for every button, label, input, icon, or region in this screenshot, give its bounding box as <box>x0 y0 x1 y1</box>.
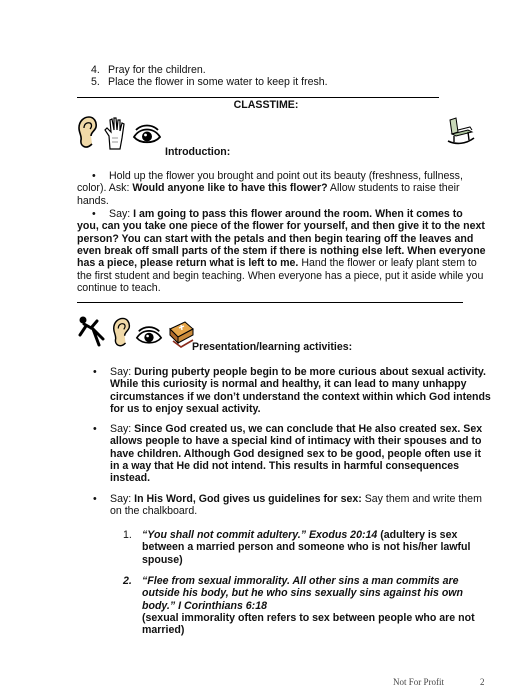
text-run: married) <box>142 624 185 637</box>
text-run: “You shall not commit adultery.” Exodus 20:14 <box>142 529 378 541</box>
text-run: the first student and begin teaching. When everyone has a piece, put it aside while you <box>77 269 484 282</box>
eye-icon <box>135 325 163 347</box>
bullet-dot: • <box>93 366 97 378</box>
text-line <box>77 257 477 270</box>
text-line <box>110 366 486 379</box>
stretching-person-icon <box>77 315 107 349</box>
text-line <box>110 423 482 436</box>
text-run: circumstances if we don’t understand the context within which God intends <box>110 390 491 403</box>
text-line <box>142 554 183 567</box>
text-run: have children. Although God designed sex to be good, people often use it <box>110 447 482 460</box>
hand-icon <box>103 116 127 150</box>
introduction-icons <box>76 116 162 156</box>
list-number: 4. <box>91 64 100 76</box>
text-line <box>110 448 481 461</box>
classtime-heading: CLASSTIME: <box>233 99 299 111</box>
text-run: Say: <box>110 493 135 505</box>
text-line <box>110 378 467 391</box>
text-line <box>110 460 459 473</box>
text-line <box>110 435 481 448</box>
text-line <box>110 403 261 416</box>
eye-icon <box>132 124 162 146</box>
text-run: Say: <box>110 423 135 435</box>
classtime-rule <box>77 97 439 98</box>
page-number: 2 <box>480 677 485 687</box>
text-run: During puberty people begin to be more curious about sexual activity. <box>134 366 486 378</box>
text-run: Allow students to raise their <box>327 182 460 195</box>
presentation-rule <box>77 302 463 303</box>
text-line <box>109 208 463 221</box>
text-run: body.” I Corinthians 6:18 <box>142 599 267 612</box>
text-run: Hand the flower or leafy plant stem to <box>298 257 477 270</box>
text-run: has a piece, please return what is left to me. <box>77 257 299 270</box>
text-run: outside his body, but he who sins sexually sins against his own <box>142 587 464 600</box>
text-line <box>142 541 470 554</box>
text-line <box>110 493 482 506</box>
footer-label: Not For Profit <box>393 677 445 687</box>
introduction-heading: Introduction: <box>165 146 231 158</box>
text-run: on the chalkboard. <box>110 505 198 518</box>
text-line <box>142 529 457 542</box>
text-line <box>142 612 475 625</box>
text-run: Say: <box>110 366 135 378</box>
text-run: (adultery is sex <box>377 529 458 541</box>
bullet-dot: • <box>93 493 97 505</box>
text-run: color). Ask: <box>77 182 133 195</box>
presentation-icons <box>77 315 195 355</box>
text-line <box>142 624 184 637</box>
text-line <box>77 233 473 246</box>
bullet-dot: • <box>92 170 96 182</box>
text-line <box>77 270 483 283</box>
text-run: While this curiosity is normal and healthy, it can lead to many unhappy <box>110 378 467 391</box>
ear-icon <box>111 317 131 349</box>
text-line <box>110 391 491 404</box>
text-run: person? You can start with the petals and then begin tearing off the leaves and <box>77 232 474 245</box>
text-run: Would anyone like to have this flower? <box>132 182 328 195</box>
text-run: hands. <box>77 194 109 207</box>
guideline-number: 1. <box>123 529 132 541</box>
text-line <box>77 220 485 233</box>
text-line <box>109 170 463 183</box>
text-line <box>77 195 109 208</box>
guideline-number: 2. <box>123 575 132 587</box>
text-run: in a way that He did not intend. This results in harmful consequences <box>110 459 460 472</box>
bullet-dot: • <box>93 423 97 435</box>
list-item: Pray for the children. <box>108 64 206 76</box>
text-run: Since God created us, we can conclude that He also created sex. Sex <box>134 423 483 435</box>
presentation-heading: Presentation/learning activities: <box>192 341 353 353</box>
text-line <box>142 575 459 588</box>
text-line <box>77 182 459 195</box>
bullet-dot: • <box>92 208 96 220</box>
text-run: Say: <box>109 208 134 220</box>
text-run: In His Word, God gives us guidelines for sex: <box>134 493 362 505</box>
text-run: you, can you take one piece of the flower for yourself, and then give it to the next <box>77 220 485 233</box>
text-run: Hold up the flower you brought and point out its beauty (freshness, fullness, <box>109 170 463 182</box>
text-run: between a married person and someone who is not his/her lawful <box>142 541 471 554</box>
text-run: continue to teach. <box>77 281 161 294</box>
ear-icon <box>76 116 98 150</box>
text-run: instead. <box>110 472 151 485</box>
text-run: (sexual immorality often refers to sex between people who are not <box>142 611 475 624</box>
text-line <box>77 282 161 295</box>
text-run: Say them and write them <box>361 493 482 505</box>
text-run: spouse) <box>142 553 183 566</box>
text-line <box>110 505 197 518</box>
text-run: “Flee from sexual immorality. All other sins a man commits are <box>142 575 459 587</box>
text-run: allows people to have a special kind of intimacy with their spouses and to <box>110 435 482 448</box>
text-run: even break off small parts of the stem if there is nothing else left. When everyone <box>77 244 486 257</box>
text-line <box>142 600 267 613</box>
bible-icon <box>167 319 195 349</box>
text-line <box>110 472 150 485</box>
text-run: for us to enjoy sexual activity. <box>110 402 261 415</box>
text-run: I am going to pass this flower around the room. When it comes to <box>133 208 463 220</box>
rocking-chair-icon <box>446 116 476 146</box>
list-number: 5. <box>91 76 100 88</box>
text-line <box>77 245 486 258</box>
text-line <box>142 587 463 600</box>
list-item: Place the flower in some water to keep it fresh. <box>108 76 328 88</box>
